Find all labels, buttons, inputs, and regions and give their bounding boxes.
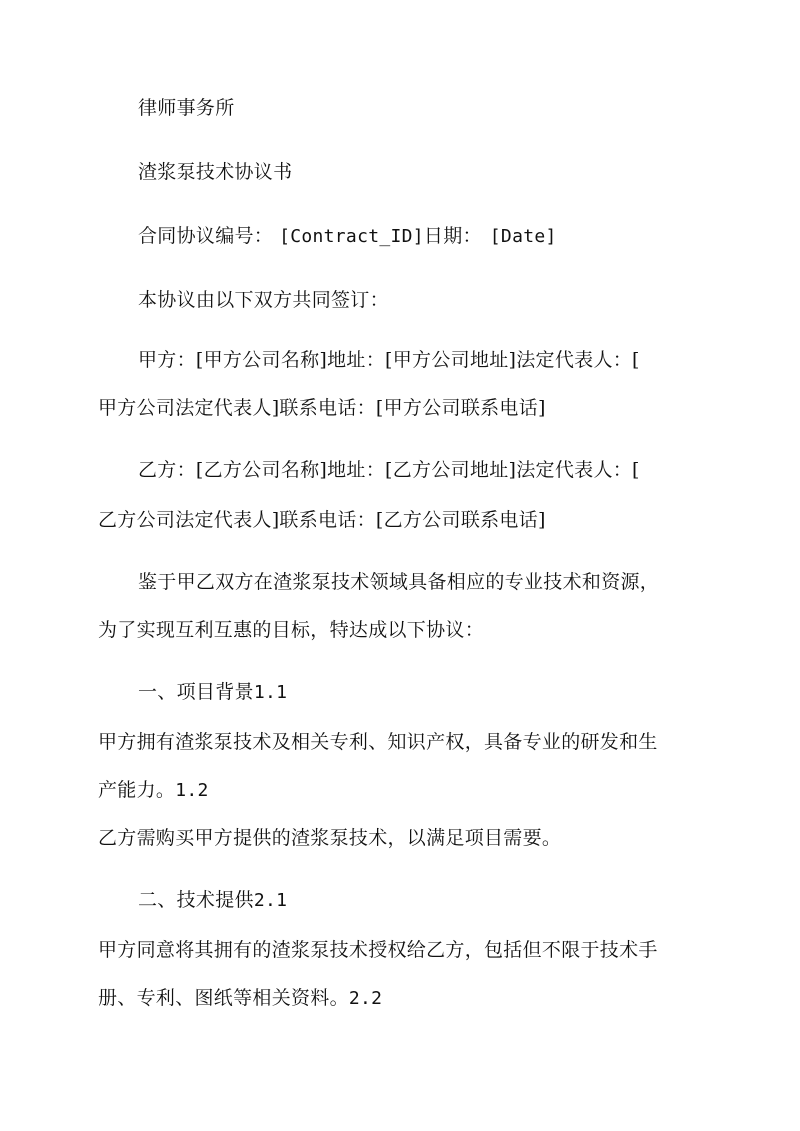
law-firm-name: 律师事务所 xyxy=(138,97,235,119)
section-1-title: 一、项目背景 xyxy=(138,681,254,703)
contract-id-placeholder: [Contract_ID] xyxy=(279,226,424,247)
section-2-1-number: 2.1 xyxy=(253,890,288,911)
party-b-line-1: 乙方：[乙方公司名称]地址：[乙方公司地址]法定代表人：[ xyxy=(138,459,640,481)
section-2-title: 二、技术提供 xyxy=(138,889,254,911)
clause-2-1-line-1: 甲方同意将其拥有的渣浆泵技术授权给乙方，包括但不限于技术手 xyxy=(98,939,658,961)
clause-1-1-line-2 xyxy=(98,778,209,803)
section-1-1-number: 1.1 xyxy=(253,682,288,703)
party-a-line-2: 甲方公司法定代表人]联系电话：[甲方公司联系电话] xyxy=(98,397,546,419)
clause-2-2-number: 2.2 xyxy=(348,988,383,1009)
clause-2-1-text-end: 册、专利、图纸等相关资料。 xyxy=(98,987,349,1009)
whereas-line-1: 鉴于甲乙双方在渣浆泵技术领域具备相应的专业技术和资源， xyxy=(138,571,660,593)
date-label: 日期： xyxy=(423,225,482,247)
date-placeholder: [Date] xyxy=(489,226,557,247)
clause-1-2-number: 1.2 xyxy=(175,780,209,801)
clause-1-2-line-1: 乙方需购买甲方提供的渣浆泵技术，以满足项目需要。 xyxy=(98,827,562,849)
section-2-heading xyxy=(138,888,287,913)
clause-2-1-line-2 xyxy=(98,986,382,1011)
party-b-line-2: 乙方公司法定代表人]联系电话：[乙方公司联系电话] xyxy=(98,509,546,531)
contract-number-label: 合同协议编号： xyxy=(138,225,274,247)
intro-paragraph: 本协议由以下双方共同签订： xyxy=(138,289,389,311)
party-a-line-1: 甲方：[甲方公司名称]地址：[甲方公司地址]法定代表人：[ xyxy=(138,349,640,371)
contract-number-line xyxy=(138,224,557,249)
clause-1-1-line-1: 甲方拥有渣浆泵技术及相关专利、知识产权，具备专业的研发和生 xyxy=(98,731,658,753)
document-title: 渣浆泵技术协议书 xyxy=(138,161,293,183)
section-1-heading xyxy=(138,680,287,705)
clause-1-1-text-end: 产能力。 xyxy=(98,779,176,801)
whereas-line-2: 为了实现互利互惠的目标，特达成以下协议： xyxy=(98,619,485,641)
